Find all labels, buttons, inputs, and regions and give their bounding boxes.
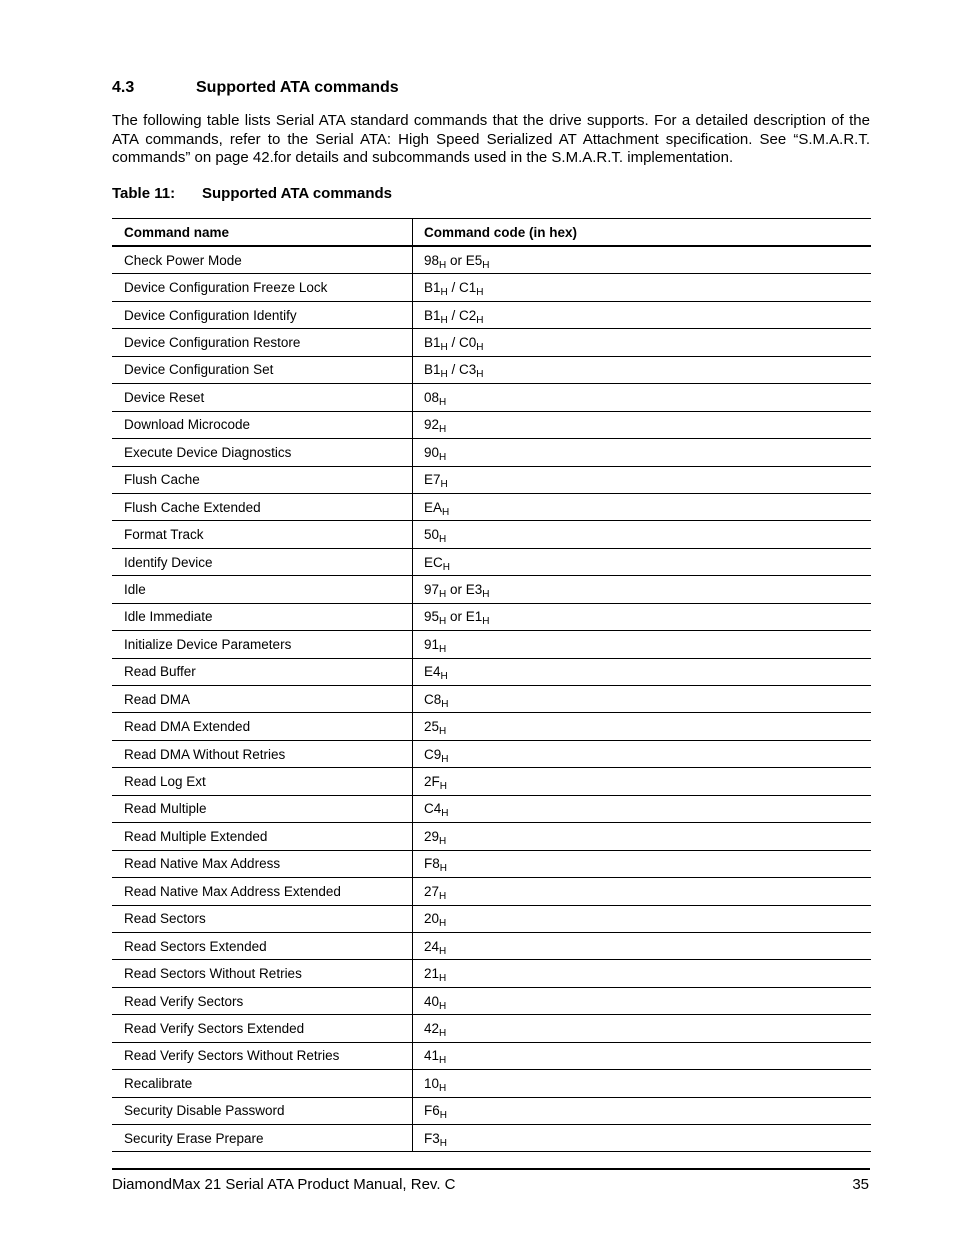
table-row (112, 521, 871, 548)
command-name-cell: Read Multiple (112, 795, 413, 822)
code-separator: / (447, 307, 460, 323)
hex-subscript: H (439, 1027, 447, 1039)
table-row (112, 631, 871, 658)
command-code-cell (413, 960, 872, 987)
ata-commands-table (112, 218, 871, 1152)
command-name-cell: Read DMA Extended (112, 713, 413, 740)
command-code: E5 (465, 252, 483, 268)
hex-subscript: H (482, 259, 490, 271)
command-code: C2 (459, 307, 477, 323)
command-code: C4 (424, 801, 442, 817)
code-separator: or (446, 581, 466, 597)
section-heading (112, 79, 399, 97)
command-code-cell (413, 850, 872, 877)
table-row (112, 823, 871, 850)
table-row (112, 1070, 871, 1097)
code-separator: or (446, 609, 466, 625)
hex-subscript: H (439, 396, 447, 408)
command-code: 25 (424, 719, 440, 735)
table-row (112, 548, 871, 575)
command-code: E7 (424, 472, 441, 488)
command-code-cell (413, 246, 872, 274)
command-name-cell: Security Erase Prepare (112, 1125, 413, 1152)
command-code: 27 (424, 883, 440, 899)
command-name-cell: Read Log Ext (112, 768, 413, 795)
command-code: 50 (424, 527, 440, 543)
table-header-row (112, 219, 871, 247)
hex-subscript: H (476, 369, 484, 381)
command-code-cell (413, 466, 872, 493)
code-separator: / (447, 335, 460, 351)
command-code-cell (413, 384, 872, 411)
command-name-cell: Read Multiple Extended (112, 823, 413, 850)
table-row (112, 274, 871, 301)
command-code-cell (413, 603, 872, 630)
command-code: EC (424, 554, 443, 570)
command-code-cell (413, 768, 872, 795)
command-name-cell: Read Native Max Address (112, 850, 413, 877)
command-name-cell: Read Verify Sectors Extended (112, 1015, 413, 1042)
command-code-cell (413, 274, 872, 301)
hex-subscript: H (439, 973, 447, 985)
command-name-cell: Read Native Max Address Extended (112, 878, 413, 905)
table-row (112, 576, 871, 603)
section-title: Supported ATA commands (196, 79, 399, 96)
section-number: 4.3 (112, 79, 135, 96)
command-name-cell: Download Microcode (112, 411, 413, 438)
command-name-cell: Flush Cache Extended (112, 493, 413, 520)
command-code: 10 (424, 1075, 440, 1091)
command-name-cell: Initialize Device Parameters (112, 631, 413, 658)
table-row (112, 466, 871, 493)
table-row (112, 439, 871, 466)
hex-subscript: H (439, 918, 447, 930)
command-name-cell: Execute Device Diagnostics (112, 439, 413, 466)
table-row (112, 658, 871, 685)
code-separator: / (447, 362, 460, 378)
command-code-cell (413, 987, 872, 1014)
code-separator: or (446, 252, 466, 268)
table-row (112, 411, 871, 438)
command-code: 29 (424, 828, 440, 844)
hex-subscript: H (440, 342, 448, 354)
table-row (112, 795, 871, 822)
table-caption (112, 185, 392, 202)
hex-subscript: H (439, 588, 447, 600)
command-code-cell (413, 686, 872, 713)
footer-rule (112, 1168, 870, 1170)
command-code: 97 (424, 581, 440, 597)
command-name-cell: Read DMA Without Retries (112, 740, 413, 767)
hex-subscript: H (439, 616, 447, 628)
hex-subscript: H (439, 1137, 447, 1149)
hex-subscript: H (439, 890, 447, 902)
table-row (112, 356, 871, 383)
table-body (112, 246, 871, 1152)
command-code: EA (424, 499, 443, 515)
command-code-cell (413, 823, 872, 850)
table-row (112, 1097, 871, 1124)
command-name-cell: Format Track (112, 521, 413, 548)
command-name-cell: Read Verify Sectors Without Retries (112, 1042, 413, 1069)
table-row (112, 878, 871, 905)
command-code: F8 (424, 856, 440, 872)
hex-subscript: H (439, 1110, 447, 1122)
hex-subscript: H (482, 616, 490, 628)
command-code: 20 (424, 911, 440, 927)
command-code: B1 (424, 335, 441, 351)
command-code: 08 (424, 389, 440, 405)
hex-subscript: H (440, 479, 448, 491)
command-code-cell (413, 439, 872, 466)
hex-subscript: H (439, 1082, 447, 1094)
table-row (112, 768, 871, 795)
hex-subscript: H (439, 424, 447, 436)
command-code: C3 (459, 362, 477, 378)
command-code-cell (413, 740, 872, 767)
command-code-cell (413, 329, 872, 356)
command-code-cell (413, 1097, 872, 1124)
command-code-cell (413, 658, 872, 685)
hex-subscript: H (476, 342, 484, 354)
table-row (112, 960, 871, 987)
command-name-cell: Read Verify Sectors (112, 987, 413, 1014)
command-code-cell (413, 576, 872, 603)
footer-title: DiamondMax 21 Serial ATA Product Manual, Rev. C (112, 1176, 456, 1193)
command-name-cell: Security Disable Password (112, 1097, 413, 1124)
hex-subscript: H (439, 451, 447, 463)
command-code-cell (413, 548, 872, 575)
command-code: 98 (424, 252, 440, 268)
table-row (112, 1015, 871, 1042)
command-code: 21 (424, 966, 440, 982)
hex-subscript: H (440, 369, 448, 381)
command-code-cell (413, 1070, 872, 1097)
command-code: 24 (424, 938, 440, 954)
command-name-cell: Device Reset (112, 384, 413, 411)
table-row (112, 850, 871, 877)
command-code: F6 (424, 1103, 440, 1119)
table-row (112, 740, 871, 767)
hex-subscript: H (476, 314, 484, 326)
command-name-cell: Read Buffer (112, 658, 413, 685)
hex-subscript: H (439, 534, 447, 546)
command-code-cell (413, 411, 872, 438)
command-code-cell (413, 795, 872, 822)
command-code-cell (413, 1042, 872, 1069)
command-code: B1 (424, 362, 441, 378)
command-code: C0 (459, 335, 477, 351)
command-code: C9 (424, 746, 442, 762)
header-command-code: Command code (in hex) (413, 219, 872, 247)
table-row (112, 603, 871, 630)
page-number: 35 (852, 1176, 869, 1193)
table-caption-label: Table 11: (112, 185, 176, 202)
intro-paragraph: The following table lists Serial ATA standard commands that the drive supports. For a detailed description of the ATA commands, refer to the Serial ATA: High Speed Serialized AT Attachment specification. See “S.M.A.R.T. commands” on page 42.for details and subcommands used in the S.M.A.R.T. implementation. (112, 112, 870, 166)
command-code: B1 (424, 307, 441, 323)
command-code-cell (413, 631, 872, 658)
command-code: E3 (465, 581, 483, 597)
command-name-cell: Read Sectors Extended (112, 932, 413, 959)
command-code-cell (413, 1125, 872, 1152)
table-row (112, 493, 871, 520)
command-code-cell (413, 1015, 872, 1042)
hex-subscript: H (439, 781, 447, 793)
command-name-cell: Read Sectors Without Retries (112, 960, 413, 987)
command-code: 90 (424, 444, 440, 460)
command-name-cell: Read Sectors (112, 905, 413, 932)
command-name-cell: Flush Cache (112, 466, 413, 493)
header-command-name: Command name (112, 219, 413, 247)
hex-subscript: H (439, 1000, 447, 1012)
hex-subscript: H (439, 726, 447, 738)
command-code: B1 (424, 280, 441, 296)
command-name-cell: Device Configuration Identify (112, 301, 413, 328)
hex-subscript: H (439, 835, 447, 847)
table-row (112, 1125, 871, 1152)
hex-subscript: H (439, 945, 447, 957)
command-name-cell: Idle (112, 576, 413, 603)
table-row (112, 384, 871, 411)
table-row (112, 329, 871, 356)
command-code-cell (413, 521, 872, 548)
command-code-cell (413, 932, 872, 959)
hex-subscript: H (440, 287, 448, 299)
table-row (112, 905, 871, 932)
table-caption-title: Supported ATA commands (202, 185, 393, 202)
hex-subscript: H (439, 643, 447, 655)
table-row (112, 301, 871, 328)
hex-subscript: H (476, 287, 484, 299)
command-code-cell (413, 905, 872, 932)
hex-subscript: H (442, 561, 450, 573)
table-row (112, 987, 871, 1014)
command-code: 42 (424, 1020, 440, 1036)
command-code: 2F (424, 774, 440, 790)
command-code: C8 (424, 691, 442, 707)
hex-subscript: H (441, 808, 449, 820)
command-code: 92 (424, 417, 440, 433)
table-row (112, 246, 871, 274)
command-name-cell: Idle Immediate (112, 603, 413, 630)
command-code: 95 (424, 609, 440, 625)
table-row (112, 713, 871, 740)
hex-subscript: H (439, 1055, 447, 1067)
command-code-cell (413, 356, 872, 383)
command-name-cell: Identify Device (112, 548, 413, 575)
table-row (112, 686, 871, 713)
command-code-cell (413, 713, 872, 740)
command-name-cell: Recalibrate (112, 1070, 413, 1097)
hex-subscript: H (441, 698, 449, 710)
command-code-cell (413, 878, 872, 905)
command-code: 41 (424, 1048, 440, 1064)
command-code-cell (413, 301, 872, 328)
code-separator: / (447, 280, 460, 296)
hex-subscript: H (440, 314, 448, 326)
table-row (112, 1042, 871, 1069)
hex-subscript: H (440, 671, 448, 683)
command-code: F3 (424, 1130, 440, 1146)
command-name-cell: Device Configuration Freeze Lock (112, 274, 413, 301)
command-name-cell: Check Power Mode (112, 246, 413, 274)
hex-subscript: H (441, 753, 449, 765)
hex-subscript: H (439, 863, 447, 875)
command-code: E1 (465, 609, 483, 625)
hex-subscript: H (442, 506, 450, 518)
table-row (112, 932, 871, 959)
command-code: 40 (424, 993, 440, 1009)
command-name-cell: Read DMA (112, 686, 413, 713)
hex-subscript: H (439, 259, 447, 271)
command-code: C1 (459, 280, 477, 296)
command-name-cell: Device Configuration Restore (112, 329, 413, 356)
command-code: 91 (424, 636, 440, 652)
command-code-cell (413, 493, 872, 520)
command-name-cell: Device Configuration Set (112, 356, 413, 383)
hex-subscript: H (482, 588, 490, 600)
command-code: E4 (424, 664, 441, 680)
